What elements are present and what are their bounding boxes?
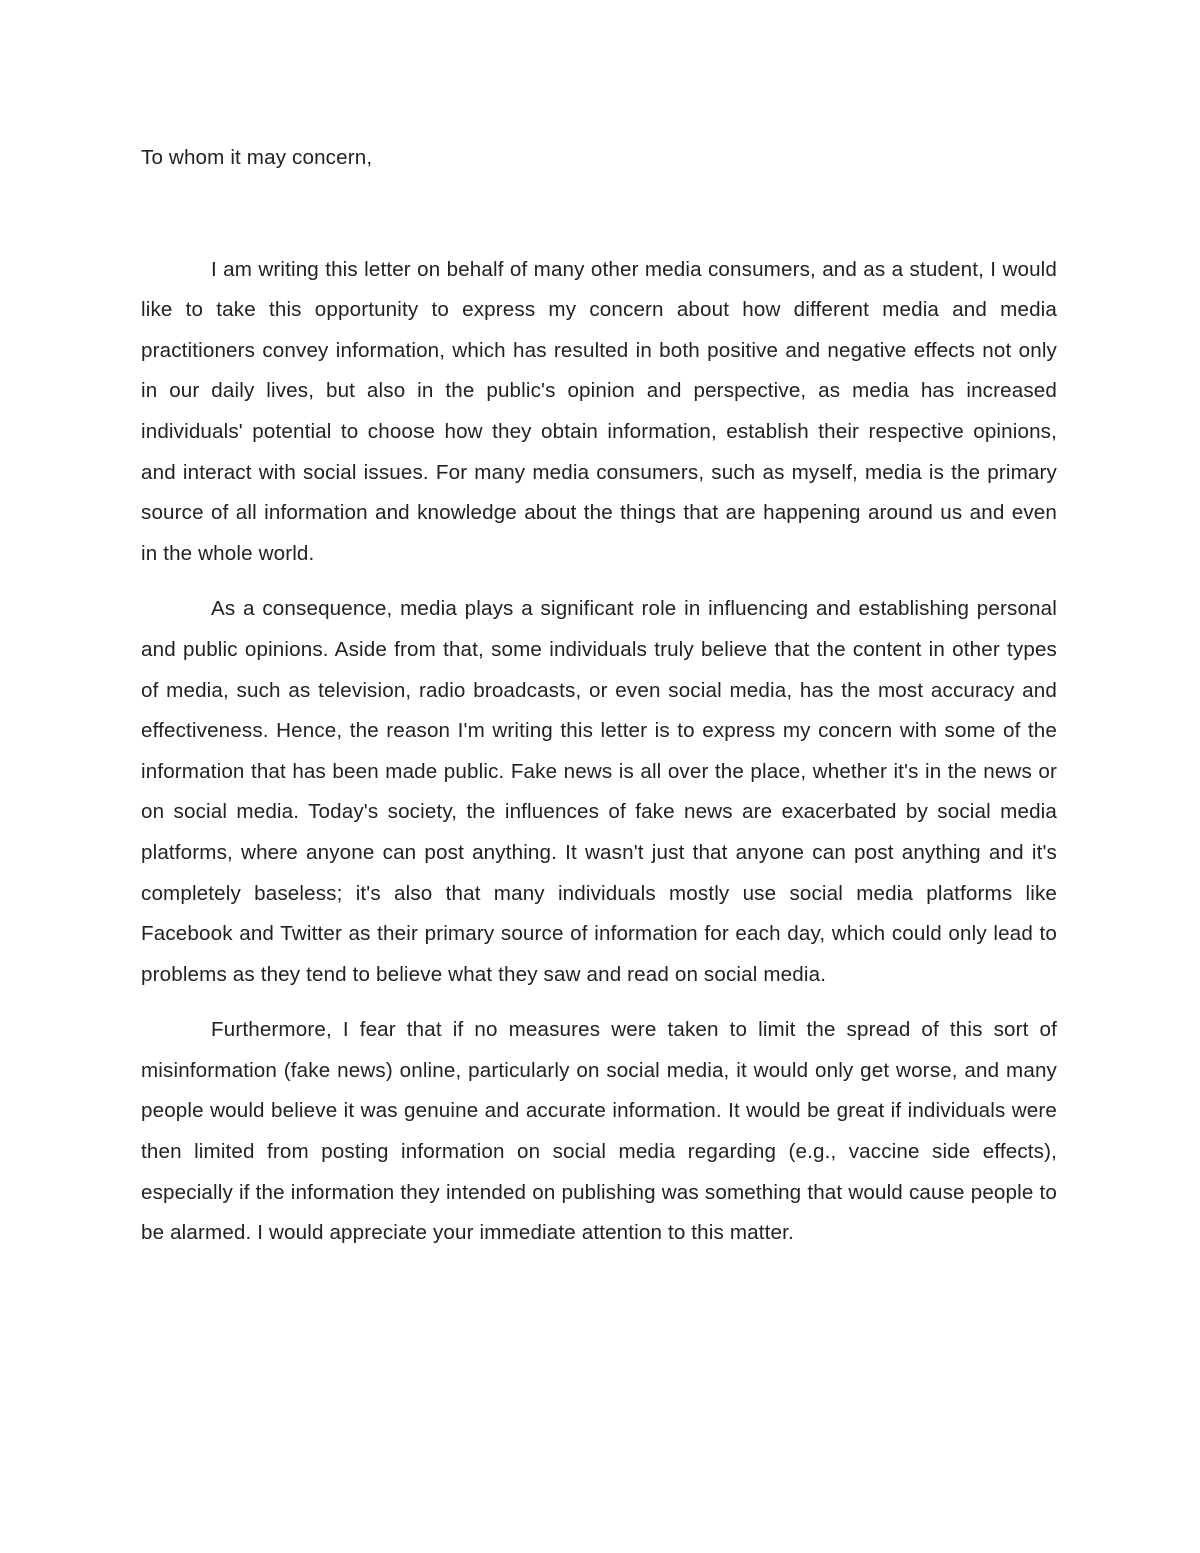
paragraph-2: As a consequence, media plays a significant role in influencing and establishing personal and public opinions. Aside from that, some individuals truly believe that the content in other types of media, such as television, radio broadcasts, or even social media, has the most accuracy and effectiveness. Hence, the reason I'm writing this letter is to express my concern with some of the information that has been made public. Fake news is all over the place, whether it's in the news or on social media. Today's society, the influences of fake news are exacerbated by social media platforms, where anyone can post anything. It wasn't just that anyone can post anything and it's completely baseless; it's also that many individuals mostly use social media platforms like Facebook and Twitter as their primary source of information for each day, which could only lead to problems as they tend to believe what they saw and read on social media.: [141, 597, 1057, 986]
salutation: To whom it may concern,: [141, 146, 373, 169]
letter-body: [141, 138, 1057, 1269]
paragraph-1: I am writing this letter on behalf of many other media consumers, and as a student, I would like to take this opportunity to express my concern about how different media and media practitioners convey information, which has resulted in both positive and negative effects not only in our daily lives, but also in the public's opinion and perspective, as media has increased individuals' potential to choose how they obtain information, establish their respective opinions, and interact with social issues. For many media consumers, such as myself, media is the primary source of all information and knowledge about the things that are happening around us and even in the whole world.: [141, 257, 1057, 565]
paragraph-3: Furthermore, I fear that if no measures were taken to limit the spread of this sort of misinformation (fake news) online, particularly on social media, it would only get worse, and many people would believe it was genuine and accurate information. It would be great if individuals were then limited from posting information on social media regarding (e.g., vaccine side effects), especially if the information they intended on publishing was something that would cause people to be alarmed. I would appreciate your immediate attention to this matter.: [141, 1018, 1057, 1245]
